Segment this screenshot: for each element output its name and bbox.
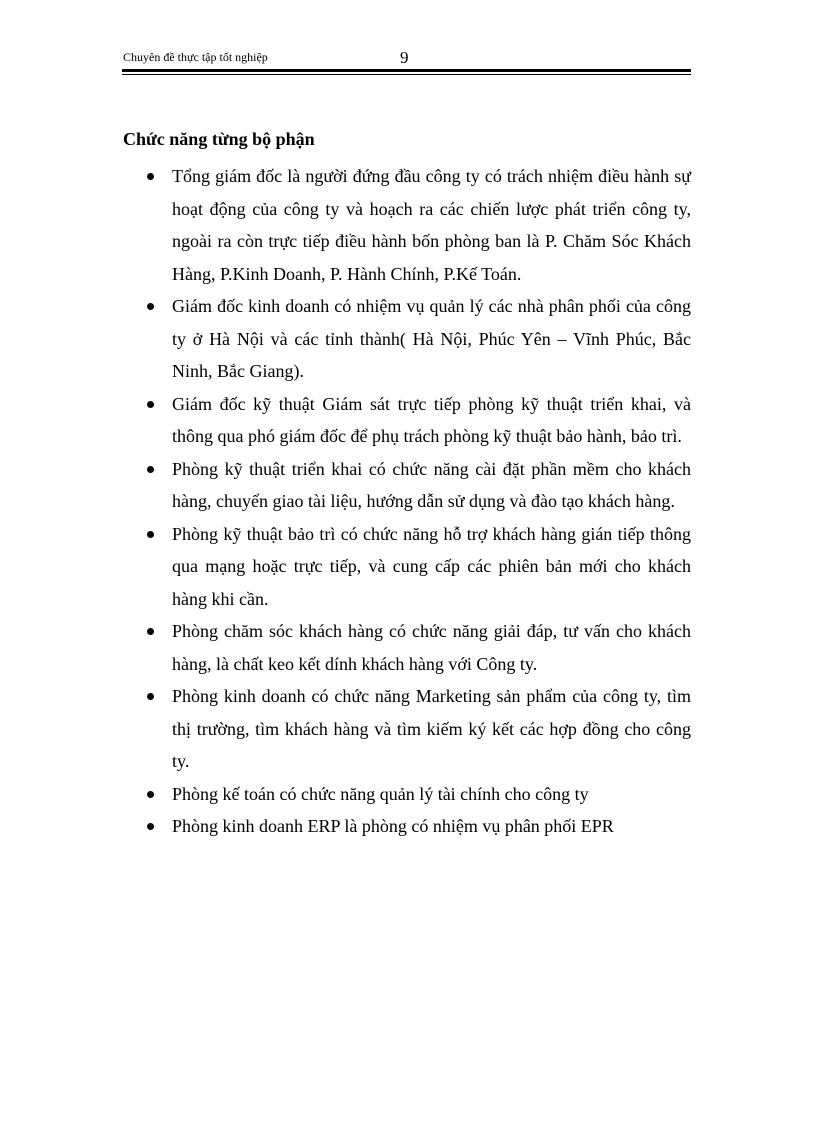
list-item [147, 810, 691, 843]
list-item [147, 615, 691, 680]
section-heading: Chức năng từng bộ phận [123, 129, 315, 149]
header-divider-thin [122, 74, 691, 75]
list-item [147, 778, 691, 811]
responsibilities-list [147, 160, 691, 843]
bullet-icon [147, 791, 154, 798]
list-item-text: Phòng kinh doanh ERP là phòng có nhiệm vụ phân phối EPR [172, 816, 614, 836]
list-item-text: Giám đốc kinh doanh có nhiệm vụ quản lý các nhà phân phối của công ty ở Hà Nội và các tỉnh thành( Hà Nội, Phúc Yên – Vĩnh Phúc, Bắc Ninh, Bắc Giang). [172, 296, 691, 381]
bullet-icon [147, 628, 154, 635]
list-item [147, 160, 691, 290]
page-number: 9 [400, 48, 409, 67]
bullet-icon [147, 303, 154, 310]
list-item-text: Phòng kế toán có chức năng quản lý tài chính cho công ty [172, 783, 589, 804]
bullet-icon [147, 173, 154, 180]
list-item-text: Phòng kỹ thuật triển khai có chức năng cài đặt phần mềm cho khách hàng, chuyển giao tài liệu, hướng dẫn sử dụng và đào tạo khách hàng. [172, 458, 691, 511]
bullet-icon [147, 823, 154, 830]
list-item [147, 290, 691, 388]
bullet-icon [147, 693, 154, 700]
list-item [147, 388, 691, 453]
list-item [147, 518, 691, 616]
bullet-icon [147, 531, 154, 538]
list-item-text: Tổng giám đốc là người đứng đầu công ty có trách nhiệm điều hành sự hoạt động của công ty và hoạch ra các chiến lược phát triển công ty, ngoài ra còn trực tiếp điều hành bốn phòng ban là P. Chăm Sóc Khách Hàng, P.Kinh Doanh, P. Hành Chính, P.Kế Toán. [172, 166, 691, 284]
bullet-icon [147, 466, 154, 473]
list-item-text: Phòng chăm sóc khách hàng có chức năng giải đáp, tư vấn cho khách hàng, là chất keo kết dính khách hàng với Công ty. [172, 621, 691, 674]
list-item [147, 453, 691, 518]
list-item-text: Phòng kỹ thuật bảo trì có chức năng hỗ trợ khách hàng gián tiếp thông qua mạng hoặc trực tiếp, và cung cấp các phiên bản mới cho khách hàng khi cần. [172, 523, 691, 609]
bullet-icon [147, 401, 154, 408]
header-title: Chuyên đề thực tập tốt nghiệp [123, 50, 268, 64]
header-divider [122, 69, 691, 72]
list-item [147, 680, 691, 778]
list-item-text: Phòng kinh doanh có chức năng Marketing sản phẩm của công ty, tìm thị trường, tìm khách hàng và tìm kiếm ký kết các hợp đồng cho công ty. [172, 686, 691, 771]
list-item-text: Giám đốc kỹ thuật Giám sát trực tiếp phòng kỹ thuật triển khai, và thông qua phó giám đốc để phụ trách phòng kỹ thuật bảo hành, bảo trì. [172, 393, 691, 446]
